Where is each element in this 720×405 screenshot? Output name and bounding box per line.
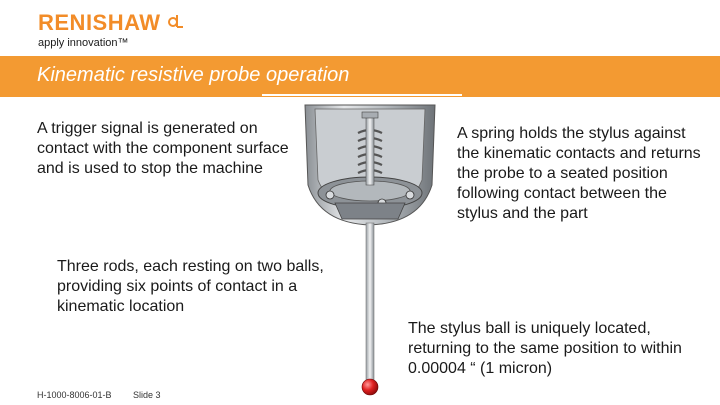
callout-spring: A spring holds the stylus against the kinematic contacts and returns the probe to a seated position following contact between the stylus and the part <box>457 125 701 222</box>
renishaw-logo <box>38 12 185 49</box>
logo-tagline: apply innovation™ <box>38 37 129 49</box>
stylus-ball <box>362 379 378 395</box>
stylus-stem <box>366 223 374 383</box>
logo-wordmark: RENISHAW <box>38 10 161 35</box>
contact-ball <box>326 191 334 199</box>
contact-ball <box>406 191 414 199</box>
spring-post <box>366 115 374 185</box>
callout-stylus-ball: The stylus ball is uniquely located, returning to the same position to within 0.00004 “ (1 micron) <box>408 320 682 377</box>
footer-doc-id: H-1000-8006-01-B <box>37 390 112 400</box>
callout-trigger-signal: A trigger signal is generated on contact with the component surface and is used to stop the machine <box>37 120 289 177</box>
footer-slide-number: Slide 3 <box>133 390 161 400</box>
logo-symbol-icon <box>167 12 185 35</box>
slide-title: Kinematic resistive probe operation <box>37 64 350 86</box>
callout-kinematic-rods: Three rods, each resting on two balls, providing six points of contact in a kinematic location <box>57 258 324 315</box>
